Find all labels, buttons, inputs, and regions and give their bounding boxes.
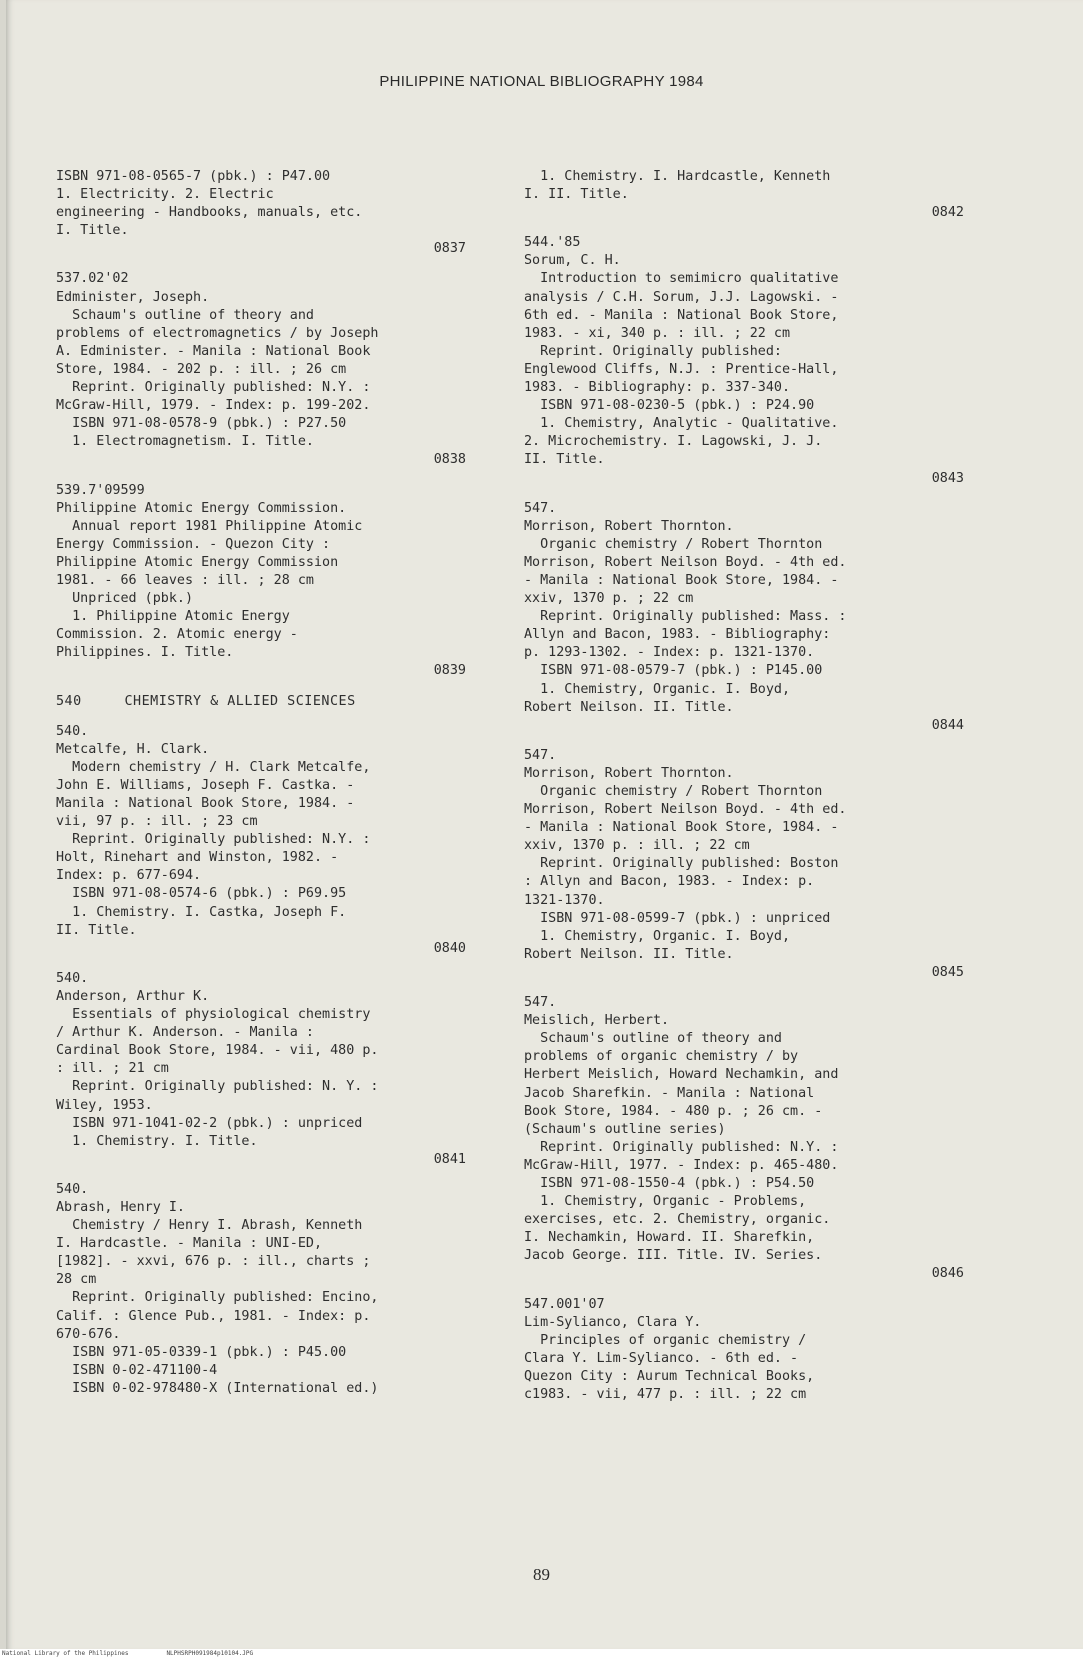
- entry-line: - Manila : National Book Store, 1984. -: [524, 820, 839, 836]
- entry-line: ISBN 971-08-1550-4 (pbk.) : P54.50: [524, 1175, 815, 1191]
- entry-line: II. Title.: [56, 922, 137, 938]
- entry-line: Manila : National Book Store, 1984. -: [56, 796, 355, 811]
- entry-line: / Arthur K. Anderson. - Manila :: [56, 1025, 314, 1041]
- spacer: [524, 982, 964, 994]
- entry-line: 670-676.: [56, 1326, 121, 1342]
- entry-line: Englewood Cliffs, N.J. : Prentice-Hall,: [524, 361, 839, 377]
- entry-line: : ill. ; 21 cm: [56, 1061, 169, 1077]
- entry-line: Holt, Rinehart and Winston, 1982. -: [56, 850, 339, 866]
- entry-number: 0846: [931, 1266, 964, 1282]
- entry-line: 1983. - Bibliography: p. 337-340.: [524, 380, 791, 396]
- entry-line: ISBN 971-08-0579-7 (pbk.) : P145.00: [524, 663, 823, 679]
- entry-number: 0841: [433, 1151, 466, 1167]
- entry-number: 0842: [931, 205, 964, 221]
- entry-line: I. Nechamkin, Howard. II. Sharefkin,: [524, 1230, 815, 1246]
- spacer: [524, 1284, 964, 1296]
- entry-number: 0845: [931, 964, 964, 980]
- spacer: [56, 258, 466, 270]
- entry-line: Book Store, 1984. - 480 p. ; 26 cm. -: [524, 1103, 823, 1119]
- entry-line: Reprint. Originally published: N.Y. :: [524, 1139, 839, 1155]
- entry-number: 0837: [433, 241, 466, 257]
- entry-line: Meislich, Herbert.: [524, 1013, 670, 1029]
- entry-line: 1. Chemistry. I. Hardcastle, Kenneth: [524, 169, 831, 184]
- bibliography-entry: [524, 168, 964, 222]
- page-header: PHILIPPINE NATIONAL BIBLIOGRAPHY 1984: [379, 73, 704, 90]
- entry-line: 1. Chemistry, Organic. I. Boyd,: [524, 681, 791, 697]
- entry-line: Morrison, Robert Thornton.: [524, 518, 734, 534]
- entry-line: A. Edminister. - Manila : National Book: [56, 343, 371, 359]
- entry-line: McGraw-Hill, 1977. - Index: p. 465-480.: [524, 1157, 839, 1173]
- entry-line: 547.: [524, 995, 557, 1011]
- entry-line: Reprint. Originally published: N.Y. :: [56, 380, 371, 396]
- entry-line: 1. Electromagnetism. I. Title.: [56, 434, 314, 450]
- spacer: [524, 488, 964, 500]
- footer-library: National Library of the Philippines: [2, 1650, 129, 1657]
- entry-line: 540.: [56, 970, 89, 986]
- entry-line: Abrash, Henry I.: [56, 1199, 185, 1215]
- entry-line: Unpriced (pbk.): [56, 591, 194, 607]
- bibliography-entry: [56, 723, 466, 958]
- spacer: [56, 1169, 466, 1181]
- entry-line: Reprint. Originally published: N.Y. :: [56, 832, 371, 848]
- entry-line: 540.: [56, 1181, 89, 1197]
- entry-line: 537.02'02: [56, 271, 129, 287]
- entry-line: Commission. 2. Atomic energy -: [56, 627, 298, 643]
- page-number: 89: [533, 1565, 550, 1584]
- entry-line: Energy Commission. - Quezon City :: [56, 536, 331, 552]
- entry-line: 1. Chemistry, Organic. I. Boyd,: [524, 928, 791, 944]
- entry-line: I. II. Title.: [524, 187, 629, 203]
- entry-line: Morrison, Robert Neilson Boyd. - 4th ed.: [524, 554, 847, 570]
- entry-number: 0844: [931, 717, 964, 733]
- entry-line: 6th ed. - Manila : National Book Store,: [524, 307, 839, 323]
- spacer: [56, 1398, 466, 1410]
- entry-line: Philippines. I. Title.: [56, 645, 234, 661]
- bibliography-entry: [524, 994, 964, 1284]
- entry-line: xxiv, 1370 p. ; 22 cm: [524, 591, 694, 607]
- entry-line: Jacob Sharefkin. - Manila : National: [524, 1085, 815, 1101]
- entry-line: exercises, etc. 2. Chemistry, organic.: [524, 1212, 831, 1228]
- entry-line: Philippine Atomic Energy Commission.: [56, 500, 347, 516]
- spacer: [56, 958, 466, 970]
- entry-line: 1. Electricity. 2. Electric: [56, 187, 274, 203]
- entry-line: Reprint. Originally published: Mass. :: [524, 609, 847, 625]
- entry-line: Schaum's outline of theory and: [56, 307, 314, 323]
- bibliography-entry: [56, 1181, 466, 1398]
- entry-line: 1. Chemistry. I. Castka, Joseph F.: [56, 904, 347, 920]
- entry-line: vii, 97 p. : ill. ; 23 cm: [56, 814, 258, 830]
- entry-line: p. 1293-1302. - Index: p. 1321-1370.: [524, 645, 815, 661]
- entry-line: [1982]. - xxvi, 676 p. : ill., charts ;: [56, 1254, 371, 1270]
- scan-footer: [0, 1649, 1083, 1658]
- spacer: [524, 735, 964, 747]
- entry-line: Robert Neilson. II. Title.: [524, 946, 734, 962]
- entry-line: Index: p. 677-694.: [56, 868, 202, 884]
- entry-number: 0843: [931, 470, 964, 486]
- entry-line: Morrison, Robert Thornton.: [524, 765, 734, 781]
- entry-line: Clara Y. Lim-Sylianco. - 6th ed. -: [524, 1350, 799, 1366]
- entry-line: Metcalfe, H. Clark.: [56, 741, 210, 757]
- entry-line: Edminister, Joseph.: [56, 289, 210, 305]
- entry-number: 0839: [433, 663, 466, 679]
- entry-number: 0838: [433, 452, 466, 468]
- entry-line: 539.7'09599: [56, 482, 145, 498]
- entry-line: Reprint. Originally published: Boston: [524, 856, 839, 872]
- entry-line: Reprint. Originally published: N. Y. :: [56, 1079, 379, 1095]
- entry-line: Organic chemistry / Robert Thornton: [524, 536, 823, 552]
- entry-line: problems of electromagnetics / by Joseph: [56, 325, 379, 341]
- entry-line: (Schaum's outline series): [524, 1121, 726, 1137]
- bibliography-entry: [524, 500, 964, 735]
- entry-line: Herbert Meislich, Howard Nechamkin, and: [524, 1067, 839, 1083]
- bibliography-entry: [56, 168, 466, 258]
- entry-line: ISBN 971-1041-02-2 (pbk.) : unpriced: [56, 1115, 363, 1131]
- entry-line: c1983. - vii, 477 p. : ill. ; 22 cm: [524, 1387, 807, 1402]
- spacer: [56, 681, 466, 693]
- entry-line: Principles of organic chemistry /: [524, 1332, 807, 1348]
- entry-line: ISBN 0-02-978480-X (International ed.): [56, 1380, 379, 1396]
- entry-line: : Allyn and Bacon, 1983. - Index: p.: [524, 874, 815, 890]
- entry-line: 2. Microchemistry. I. Lagowski, J. J.: [524, 434, 823, 450]
- entry-line: Essentials of physiological chemistry: [56, 1007, 371, 1023]
- entry-line: Wiley, 1953.: [56, 1097, 153, 1113]
- entry-line: 547.001'07: [524, 1296, 605, 1312]
- entry-line: Morrison, Robert Neilson Boyd. - 4th ed.: [524, 802, 847, 818]
- bibliography-entry: [524, 747, 964, 982]
- entry-line: 1983. - xi, 340 p. : ill. ; 22 cm: [524, 325, 791, 341]
- entry-line: Philippine Atomic Energy Commission: [56, 554, 339, 570]
- entry-line: Store, 1984. - 202 p. : ill. ; 26 cm: [56, 361, 347, 377]
- spacer: [56, 470, 466, 482]
- entry-line: 544.'85: [524, 235, 581, 251]
- entry-line: Allyn and Bacon, 1983. - Bibliography:: [524, 627, 831, 643]
- entry-line: Lim-Sylianco, Clara Y.: [524, 1314, 702, 1330]
- entry-line: analysis / C.H. Sorum, J.J. Lagowski. -: [524, 289, 839, 305]
- bibliography-entry: [56, 270, 466, 469]
- entry-line: ISBN 971-05-0339-1 (pbk.) : P45.00: [56, 1344, 347, 1360]
- right-column: [524, 168, 964, 1416]
- entry-line: Organic chemistry / Robert Thornton: [524, 784, 823, 799]
- entry-line: 1. Philippine Atomic Energy: [56, 609, 290, 625]
- entry-line: McGraw-Hill, 1979. - Index: p. 199-202.: [56, 398, 371, 414]
- entry-line: ISBN 971-08-0578-9 (pbk.) : P27.50: [56, 416, 347, 432]
- spacer: [524, 222, 964, 234]
- entry-line: 1321-1370.: [524, 892, 605, 908]
- entry-line: Reprint. Originally published: Encino,: [56, 1290, 379, 1306]
- entry-line: 540.: [56, 723, 89, 739]
- entry-line: ISBN 971-08-0574-6 (pbk.) : P69.95: [56, 886, 347, 902]
- entry-line: I. Hardcastle. - Manila : UNI-ED,: [56, 1236, 323, 1252]
- section-heading: 540 CHEMISTRY & ALLIED SCIENCES: [56, 693, 356, 709]
- bibliography-entry: [56, 970, 466, 1169]
- entry-line: II. Title.: [524, 452, 605, 468]
- bibliography-entry: [524, 1296, 964, 1405]
- entry-line: Anderson, Arthur K.: [56, 988, 210, 1004]
- entry-line: Reprint. Originally published:: [524, 343, 782, 359]
- spacer: [524, 1404, 964, 1416]
- entry-line: engineering - Handbooks, manuals, etc.: [56, 205, 363, 221]
- entry-line: ISBN 971-08-0599-7 (pbk.) : unpriced: [524, 910, 831, 926]
- entry-line: xxiv, 1370 p. : ill. ; 22 cm: [524, 838, 750, 854]
- entry-line: 1981. - 66 leaves : ill. ; 28 cm: [56, 572, 314, 588]
- bibliography-entry: [56, 482, 466, 681]
- entry-line: Annual report 1981 Philippine Atomic: [56, 518, 363, 534]
- entry-line: 1. Chemistry. I. Title.: [56, 1133, 258, 1149]
- entry-line: Calif. : Glence Pub., 1981. - Index: p.: [56, 1308, 371, 1324]
- entry-line: Jacob George. III. Title. IV. Series.: [524, 1248, 823, 1264]
- entry-line: problems of organic chemistry / by: [524, 1049, 799, 1065]
- entry-line: 547.: [524, 747, 557, 763]
- entry-line: ISBN 971-08-0230-5 (pbk.) : P24.90: [524, 398, 815, 414]
- entry-line: - Manila : National Book Store, 1984. -: [524, 572, 839, 588]
- entry-line: Introduction to semimicro qualitative: [524, 271, 839, 287]
- left-column: [56, 168, 466, 1410]
- entry-line: 1. Chemistry, Analytic - Qualitative.: [524, 416, 839, 432]
- spacer: [56, 711, 466, 723]
- entry-line: Cardinal Book Store, 1984. - vii, 480 p.: [56, 1043, 379, 1059]
- entry-line: 547.: [524, 500, 557, 516]
- entry-line: I. Title.: [56, 223, 129, 239]
- entry-line: Chemistry / Henry I. Abrash, Kenneth: [56, 1218, 363, 1234]
- entry-line: Quezon City : Aurum Technical Books,: [524, 1368, 815, 1384]
- bibliography-entry: [524, 234, 964, 487]
- entry-line: Sorum, C. H.: [524, 253, 621, 269]
- entry-line: Schaum's outline of theory and: [524, 1031, 782, 1047]
- entry-number: 0840: [433, 940, 466, 956]
- entry-line: Robert Neilson. II. Title.: [524, 699, 734, 715]
- entry-line: 1. Chemistry, Organic - Problems,: [524, 1194, 807, 1210]
- entry-line: Modern chemistry / H. Clark Metcalfe,: [56, 759, 371, 775]
- entry-line: John E. Williams, Joseph F. Castka. -: [56, 777, 355, 793]
- entry-line: 28 cm: [56, 1272, 97, 1288]
- footer-file: NLPHSRPH091984p10104.JPG: [166, 1650, 254, 1657]
- entry-line: ISBN 0-02-471100-4: [56, 1362, 218, 1378]
- entry-line: ISBN 971-08-0565-7 (pbk.) : P47.00: [56, 169, 331, 184]
